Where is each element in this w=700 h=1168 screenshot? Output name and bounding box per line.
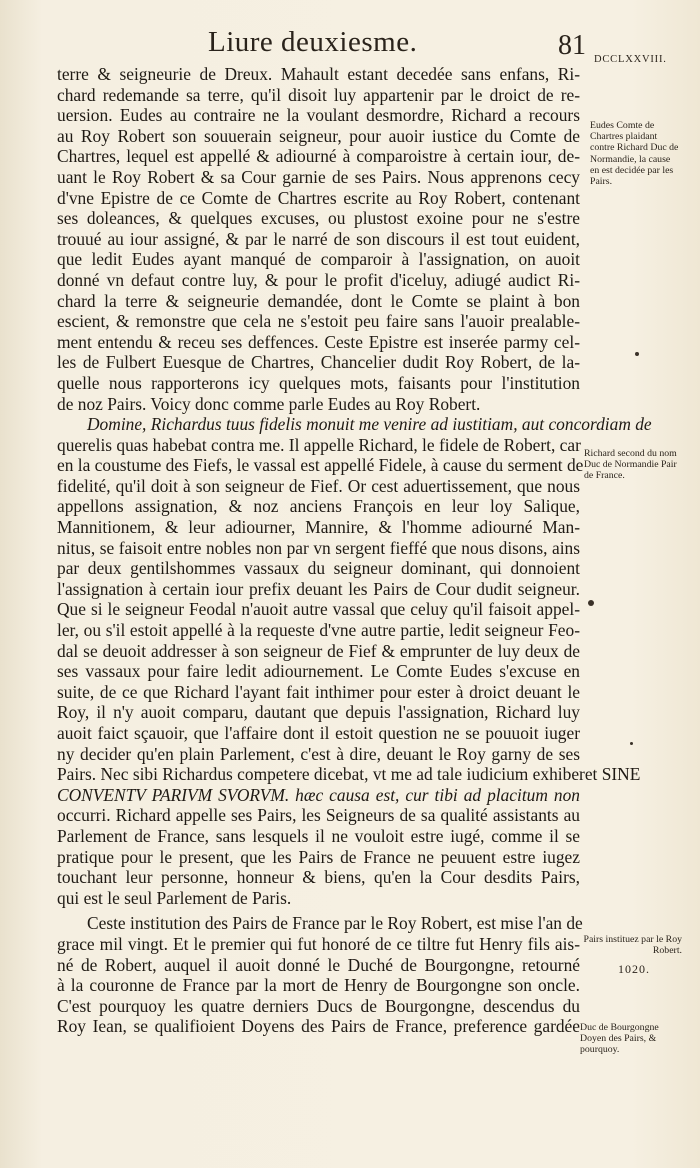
text-line: occurri. Richard appelle ses Pairs, les Seigneurs de sa qualité assistants au bbox=[57, 805, 580, 826]
margin-note-year: 1020. bbox=[618, 962, 650, 976]
text-line: Roy Iean, se qualifioient Doyens des Pairs de France, preference gardée bbox=[57, 1016, 580, 1037]
text-line: ler, ou s'il estoit appellé à la requeste d'vne autre partie, ledit seigneur Feo- bbox=[57, 620, 580, 641]
text-line: nitus, se faisoit entre nobles non par vn sergent fieffé que nous disons, ains bbox=[57, 537, 580, 558]
text-line: ment entendu & receu ses deffences. Ceste Epistre est inserée parmy cel- bbox=[57, 331, 580, 352]
margin-note: Duc de Bourgongne Doyen des Pairs, & pourquoy. bbox=[580, 1022, 659, 1056]
text-line: ny decider qu'en plain Parlement, c'est à dire, deuant le Roy garny de ses bbox=[57, 743, 580, 764]
text-line: ses vassaux pour faire ledit adiournement. Le Comte Eudes s'excuse en bbox=[57, 661, 580, 682]
text-line: chard la terre & seigneurie demandée, dont le Comte se plaint à bon bbox=[57, 290, 580, 311]
text-line: Ceste institution des Pairs de France par le Roy Robert, est mise l'an de bbox=[87, 913, 583, 934]
text-line: que ledit Eudes ayant manqué de comparoir à l'assignation, on auoit bbox=[57, 249, 580, 270]
text-line: uersion. Eudes au contraire ne la voulant desmordre, Richard a recours bbox=[57, 105, 580, 126]
text-line: ses doleances, & quelques excuses, ou plustost exoine pour ne s'estre bbox=[57, 208, 580, 229]
text-line: de noz Pairs. Voicy donc comme parle Eudes au Roy Robert. bbox=[57, 393, 481, 414]
margin-note: Eudes Comte de Chartres plaidant contre Richard Duc de Normandie, la cause en est decidée par les Pairs. bbox=[590, 120, 679, 188]
text-line: CONVENTV PARIVM SVORVM. hæc causa est, cur tibi ad placitum non bbox=[57, 784, 580, 805]
folio-number: DCCLXXVIII. bbox=[594, 54, 667, 65]
text-line: suite, de ce que Richard l'ayant fait inthimer pour ester à droict deuant le bbox=[57, 681, 580, 702]
margin-note: Richard second du nom Duc de Normandie Pair de France. bbox=[584, 448, 677, 482]
running-header: Liure deuxiesme. bbox=[208, 26, 418, 58]
text-line: qui est le seul Parlement de Paris. bbox=[57, 887, 292, 908]
text-line: les de Fulbert Euesque de Chartres, Chancelier dudit Roy Robert, de la- bbox=[57, 352, 580, 373]
text-line: à la couronne de France par la mort de Henry de Bourgongne son oncle. bbox=[57, 975, 580, 996]
page-number: 81 bbox=[558, 30, 586, 61]
text-line: Chartres, lequel est appellé & adiourné à comparoistre à certain iour, de- bbox=[57, 146, 580, 167]
text-line: en la coustume des Fiefs, le vassal est appellé Fidele, à cause du serment de bbox=[57, 455, 584, 476]
text-line: quelle nous rapporterons icy quelques mots, faisants pour l'institution bbox=[57, 372, 580, 393]
text-line: dal se deuoit addresser à son seigneur de Fief & emprunter de luy deux de bbox=[57, 640, 580, 661]
text-line: Roy, il n'y auoit comparu, dautant que depuis l'assignation, Richard luy bbox=[57, 702, 580, 723]
margin-note: Pairs instituez par le Roy Robert. bbox=[583, 934, 682, 957]
text-line: touchant leur personne, honneur & biens, qu'en la Cour desdits Pairs, bbox=[57, 867, 580, 888]
text-line: terre & seigneurie de Dreux. Mahault estant decedée sans enfans, Ri- bbox=[57, 64, 580, 84]
text-line: auoit faict sçauoir, que l'affaire dont il estoit question ne se pouuoit iuger bbox=[57, 723, 580, 743]
text-line: uant le Roy Robert & sa Cour garnie de ses Pairs. Nous apprenons cecy bbox=[57, 166, 580, 187]
text-line: d'vne Epistre de ce Comte de Chartres escrite au Roy Robert, contenant bbox=[57, 187, 580, 208]
text-line: par deux gentilshommes vassaux du seigneur dominant, qui donnoient bbox=[57, 558, 580, 579]
text-line: Parlement de France, sans lesquels il ne vouloit estre iugé, comme il se bbox=[57, 825, 580, 846]
text-line: l'assignation à certain iour prefix deuant les Pairs de Cour dudit seigneur. bbox=[57, 578, 580, 599]
text-line: C'est pourquoy les quatre derniers Ducs de Bourgongne, descendus du bbox=[57, 995, 580, 1016]
text-line: Mannitionem, & leur adiourner, Mannire, & l'homme adiourné Man- bbox=[57, 517, 580, 538]
text-line: Domine, Richardus tuus fidelis monuit me venire ad iustitiam, aut concordiam de bbox=[87, 414, 652, 435]
text-line: fidelité, qu'il doit à son seigneur de Fief. Or cest aduertissement, que nous bbox=[57, 475, 580, 496]
text-line: escient, & remonstre que cela ne s'estoit peu faire sans l'auoir prealable- bbox=[57, 311, 580, 332]
text-line: Que si le seigneur Feodal n'auoit autre vassal que celuy qu'il faisoit appel- bbox=[57, 599, 580, 620]
text-line: au Roy Robert son souuerain seigneur, pour auoir iustice du Comte de bbox=[57, 125, 580, 146]
ink-spot bbox=[635, 352, 639, 356]
text-line: né de Robert, auquel il auoit donné le Duché de Bourgongne, retourné bbox=[57, 954, 580, 975]
text-line: trouué au iour assigné, & par le narré de son discours il est tout euident, bbox=[57, 228, 580, 249]
text-line: pratique pour le present, que les Pairs de France ne peuuent estre iugez bbox=[57, 846, 580, 867]
text-line: chard redemande sa terre, qu'il disoit luy appartenir par le droict de re- bbox=[57, 84, 580, 105]
text-line: Pairs. Nec sibi Richardus competere dicebat, vt me ad tale iudicium exhiberet SINE bbox=[57, 764, 641, 785]
text-line: donné vn defaut contre luy, & pour le profit d'iceluy, adiugé audict Ri- bbox=[57, 269, 580, 290]
text-line: appellons assignation, & noz anciens François en leur loy Salique, bbox=[57, 496, 580, 517]
text-line: querelis quas habebat contra me. Il appelle Richard, le fidele de Robert, car bbox=[57, 434, 581, 455]
ink-spot bbox=[588, 600, 594, 606]
ink-spot bbox=[630, 742, 633, 745]
text-line: grace mil vingt. Et le premier qui fut honoré de ce tiltre fut Henry fils ais- bbox=[57, 933, 580, 954]
